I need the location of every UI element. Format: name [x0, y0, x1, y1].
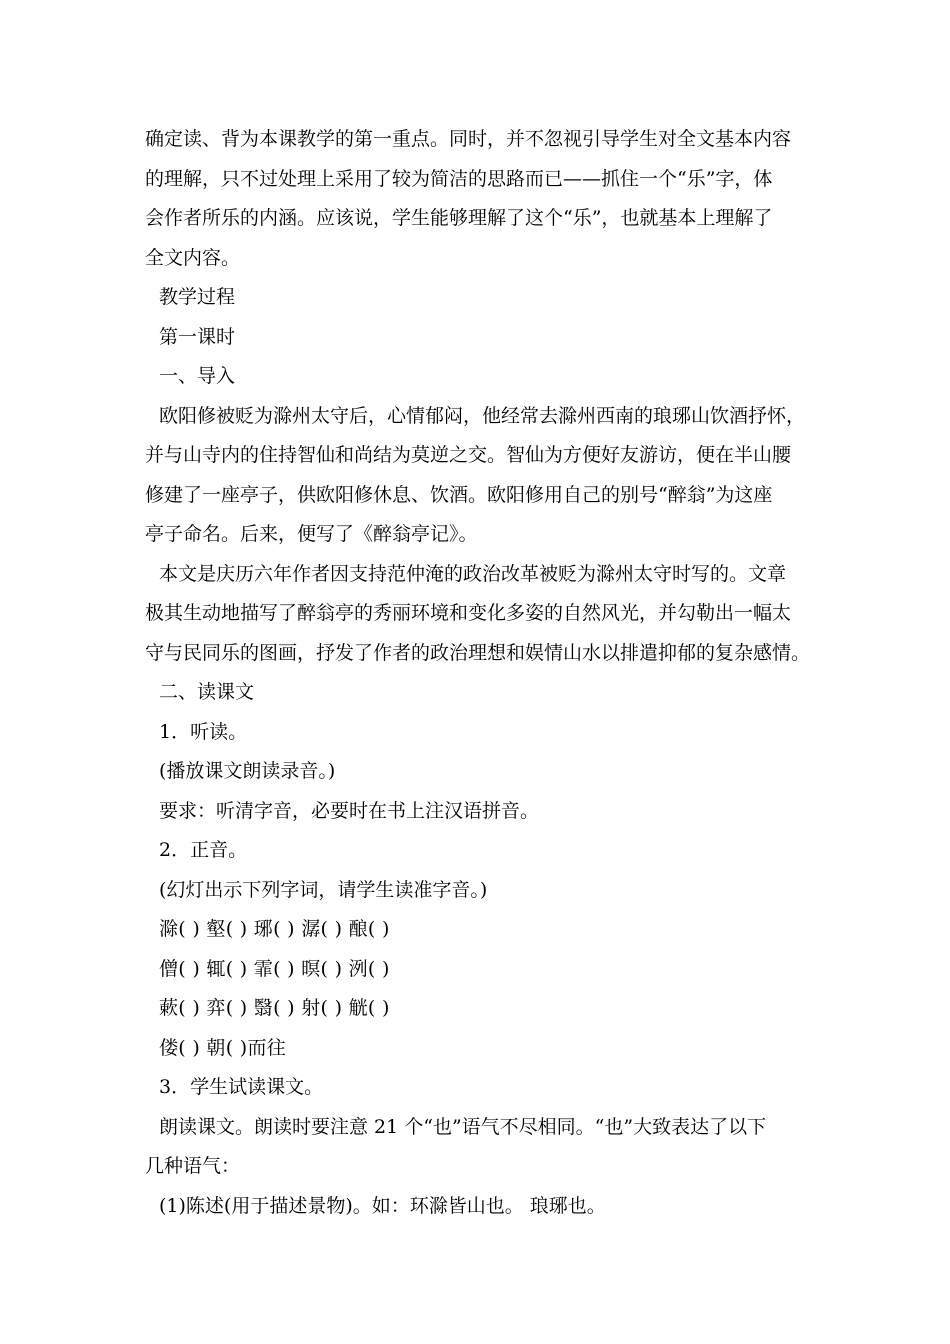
text-line: 朗读课文。朗读时要注意 21 个“也”语气不尽相同。“也”大致表达了以下 [159, 1115, 767, 1138]
text-line: 极其生动地描写了醉翁亭的秀丽环境和变化多姿的自然风光，并勾勒出一幅太 [145, 602, 792, 624]
paragraph-background [145, 555, 810, 674]
step-pronunciation: 2．正音。 [159, 839, 248, 861]
word-list-row: 蔌( ) 弈( ) 翳( ) 射( ) 觥( ) [159, 997, 390, 1019]
text-line: 几种语气： [145, 1155, 241, 1177]
word-list-row: 偻( ) 朝( )而往 [159, 1036, 287, 1059]
step-listen: 1．听读。 [159, 720, 248, 743]
paragraph-ouyang-xiu [145, 397, 810, 555]
step-play-recording: (播放课文朗读录音。) [159, 760, 336, 782]
heading-read-text: 二、读课文 [159, 681, 255, 703]
document-body [145, 120, 810, 1226]
tone-item-statement: (1)陈述(用于描述景物)。如：环滁皆山也。 琅琊也。 [159, 1194, 606, 1217]
text-line: 会作者所乐的内涵。应该说，学生能够理解了这个“乐”，也就基本上理解了 [145, 207, 773, 229]
heading-introduction: 一、导入 [159, 365, 236, 387]
text-line: 欧阳修被贬为滁州太守后，心情郁闷，他经常去滁州西南的琅琊山饮酒抒怀， [159, 404, 806, 427]
word-list-row: 滁( ) 壑( ) 琊( ) 潺( ) 酿( ) [159, 918, 390, 940]
step-requirement: 要求：听清字音，必要时在书上注汉语拼音。 [159, 799, 540, 822]
text-line: 本文是庆历六年作者因支持范仲淹的政治改革被贬为滁州太守时写的。文章 [159, 562, 787, 585]
text-line: 确定读、背为本课教学的第一重点。同时，并不忽视引导学生对全文基本内容 [145, 128, 792, 150]
paragraph-ye-tone [145, 1108, 810, 1187]
text-line: 并与山寺内的住持智仙和尚结为莫逆之交。智仙为方便好友游访，便在半山腰 [145, 444, 792, 466]
paragraph-intro [145, 120, 810, 278]
text-line: 亭子命名。后来，便写了《醉翁亭记》。 [145, 523, 478, 545]
step-trial-reading: 3．学生试读课文。 [159, 1076, 324, 1098]
step-slide-instruction: (幻灯出示下列字词，请学生读准字音。) [159, 878, 488, 901]
text-line: 的理解，只不过处理上采用了较为简洁的思路而已——抓住一个“乐”字，体 [145, 167, 773, 190]
text-line: 守与民同乐的图画，抒发了作者的政治理想和娱情山水以排遣抑郁的复杂感情。 [145, 641, 811, 664]
word-list-row: 僧( ) 辄( ) 霏( ) 暝( ) 洌( ) [159, 957, 390, 980]
heading-first-lesson: 第一课时 [159, 325, 236, 348]
text-line: 修建了一座亭子，供欧阳修休息、饮酒。欧阳修用自己的别号“醉翁”为这座 [145, 483, 773, 506]
heading-teaching-process: 教学过程 [159, 286, 236, 308]
text-line: 全文内容。 [145, 246, 241, 269]
